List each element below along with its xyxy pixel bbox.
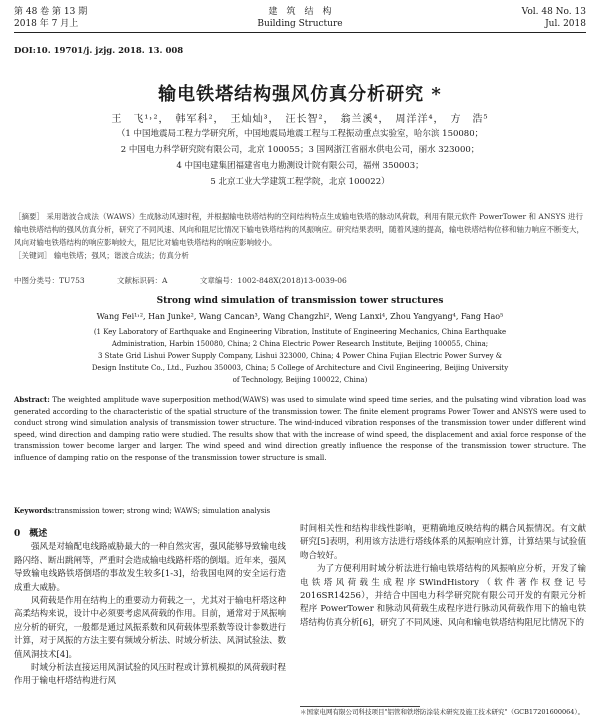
- keywords-en-block: [14, 506, 586, 515]
- doi[interactable]: DOI:10. 19701/j. jzjg. 2018. 13. 008: [14, 46, 184, 56]
- document-code: 文献标识码：A: [117, 276, 168, 285]
- affiliations-cn: [0, 126, 600, 190]
- keywords-en-label: Keywords:: [14, 506, 55, 515]
- journal-name-cn: 建 筑 结 构: [268, 7, 332, 17]
- clc-number: 中图分类号：TU753: [14, 276, 85, 285]
- body-column-right: [300, 523, 586, 630]
- footnote: ＊国家电网有限公司科技项目"铝管和铁塔防涂装术研究及施工技术研究"（GCB17201600064）。: [300, 708, 585, 716]
- date-en: Jul. 2018: [545, 19, 586, 29]
- volume-en: Vol. 48 No. 13: [521, 7, 586, 17]
- authors-en: Wang Fei¹˒², Han Junke², Wang Cancan³, Wang Changzhi², Weng Lanxi⁴, Zhou Yangyang⁴, Fang Hao⁵: [96, 312, 504, 321]
- affiliation-line: Design Institute Co., Ltd., Fuzhou 350003, China; 5 College of Architecture and Civil Engineering, Beijing University: [91, 364, 509, 372]
- affiliation-line: （1 中国地震局工程力学研究所，中国地震局地震工程与工程振动重点实验室，哈尔滨 150080；: [116, 129, 484, 139]
- section-heading: 0 概述: [14, 529, 48, 539]
- abstract-en: The weighted amplitude wave superposition method(WAWS) was used to simulate wind speed time series, and the pulsating wind vibration load was generated according to the characteristic of the spatial structure of the transmission tower. The finite element programs Power Tower and ANSYS were used to conduct strong wind simulation analysis of transmission tower structure. The wind-induced vibration responses of the transmission tower under different wind speed, wind direction and damping ratio were studied. The results show that with the increase of wind speed, the displacement and axial force response of the transmission tower become larger and larger. The wind speed and wind direction greatly influence the response of the transmission tower structure. The influence of damping ratio on the response of the transmission tower structure is small.: [14, 396, 586, 462]
- keywords-en: transmission tower; strong wind; WAWS; simulation analysis: [54, 507, 271, 515]
- body-paragraph: 时间相关性和结构非线性影响，更精确地反映结构的耦合风振情况。有文献研究[5]表明，利用该方法进行塔线体系的风振响应计算，计算结果与试验值吻合较好。: [300, 524, 586, 561]
- footnote-rule: [300, 706, 420, 707]
- abstract-cn: ［摘要］ 采用谐波合成法（WAWS）生成脉动风速时程，并根据输电铁塔结构的空间结构特点生成输电铁塔的脉动风荷载，利用有限元软件 PowerTower 和 ANSYS 进行输电铁塔结构的强风仿真分析，研究了不同风速、风向和阻尼比情况下输电铁塔结构的风振响应。研究结果表明，随着风速的提高，输电铁塔结构位移和轴力响应不断变大，风向对输电铁塔结构的响应影响较大，阻尼比对输电铁塔结构的响应影响较小。: [14, 212, 584, 247]
- body-column-left: [14, 528, 286, 689]
- body-paragraph: 为了方便利用时域分析法进行输电铁塔结构的风振响应分析，开发了输电铁塔风荷载生成程序SWindHistory（软件著作权登记号 2016SR14256），并结合中国电力科学研究院有限公司开发的有限元分析程序 PowerTower 和脉动风荷载生成程序进行脉动风荷载作用下的输电铁塔结构仿真分析[6]，研究了不同风速、风向和输电铁塔结构阻尼比情况下的: [300, 564, 586, 628]
- abstract-en-block: [14, 394, 586, 464]
- affiliation-line: of Technology, Beijing 100022, China): [232, 376, 368, 384]
- header-rule: [14, 32, 586, 33]
- body-paragraph: 时域分析法直接运用风洞试验的风压时程或计算机模拟的风荷载时程作用于输电杆塔结构进行风: [14, 663, 287, 687]
- date-cn: 2018 年 7 月上: [14, 19, 79, 29]
- abstract-cn-block: [14, 210, 586, 262]
- affiliation-line: 5 北京工业大学建筑工程学院，北京 100022）: [210, 177, 390, 187]
- paper-title-cn: 输电铁塔结构强风仿真分析研究 *: [158, 84, 442, 105]
- volume-cn: 第 48 卷 第 13 期: [14, 7, 88, 17]
- affiliation-line: (1 Key Laboratory of Earthquake and Engineering Vibration, Institute of Engineering Mechanics, China Earthquake: [93, 328, 507, 336]
- paper-title-en: Strong wind simulation of transmission tower structures: [156, 296, 444, 306]
- header-right: [522, 6, 586, 30]
- keywords-cn: ［关键词］ 输电铁塔；强风；谐波合成法；仿真分析: [14, 251, 189, 260]
- affiliation-line: 2 中国电力科学研究院有限公司，北京 100055；3 国网浙江省丽水供电公司，丽水 323000；: [120, 145, 480, 155]
- classification-line: [14, 275, 586, 286]
- affiliation-line: 3 State Grid Lishui Power Supply Company, Lishui 323000, China; 4 Power China Fujian Electric Power Survey &: [97, 352, 503, 360]
- header-center: [0, 6, 600, 30]
- article-number: 文章编号：1002-848X(2018)13-0039-06: [199, 276, 347, 285]
- body-paragraph: 强风是对输配电线路威胁最大的一种自然灾害，强风能够导致输电线路闪络、断出跳闸等，严重时会造成输电线路杆塔的倒塌。近年来，强风导致输电线路铁塔倒塔的事故发生较多[1-3]，给我国电网的安全运行造成重大威胁。: [14, 542, 287, 593]
- affiliations-en: [20, 326, 580, 386]
- authors-cn: 王 飞¹˒²， 韩军科²， 王灿灿³， 汪长智²， 翁兰溪⁴， 周洋洋⁴， 方 浩⁵: [111, 114, 489, 125]
- abstract-en-label: Abstract:: [14, 395, 50, 404]
- journal-name-en: Building Structure: [257, 19, 343, 29]
- body-paragraph: 风荷载是作用在结构上的重要动力荷载之一，尤其对于输电杆塔这种高柔结构来说，设计中必须要考虑风荷载的作用。目前，通常对于风振响应分析的研究，一般都是通过风振系数和风荷载体型系数等设计参数进行计算，对于风振的方法主要有频域分析法、时域分析法、风洞试验法、数值风洞技术[4]。: [14, 596, 287, 660]
- affiliation-line: Administration, Harbin 150080, China; 2 China Electric Power Research Institute, Beijing 100055, China;: [111, 340, 489, 348]
- affiliation-line: 4 中国电建集团福建省电力勘测设计院有限公司，福州 350003；: [176, 161, 424, 171]
